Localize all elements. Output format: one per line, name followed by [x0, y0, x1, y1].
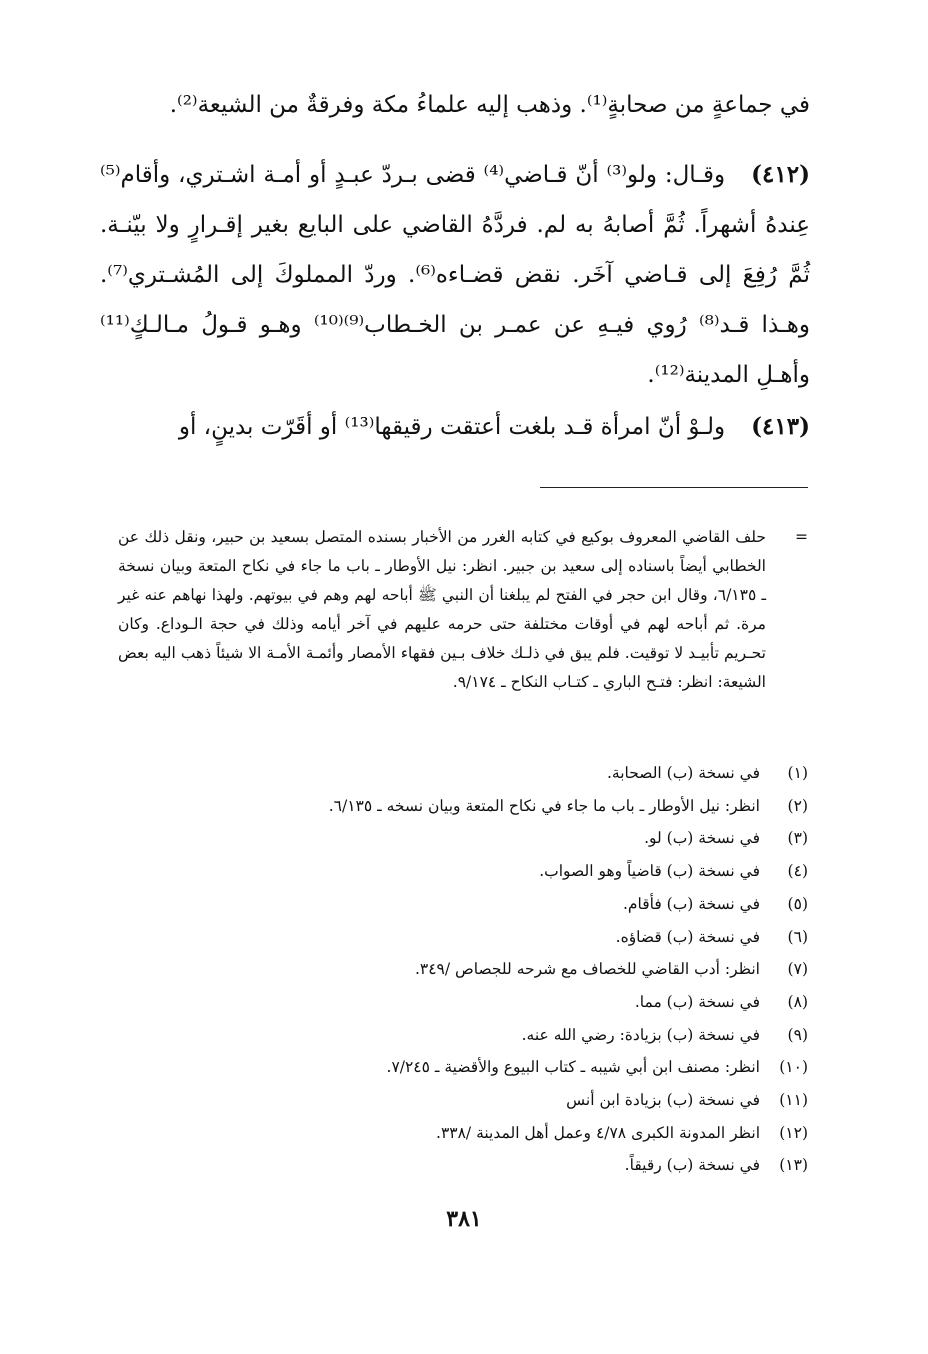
footnote-item: [118, 1051, 808, 1084]
footnote-number: (١٢): [779, 1123, 808, 1142]
footnote-number: (٧): [787, 960, 808, 979]
footnote-item: [118, 790, 808, 823]
footnote-number: (١): [787, 764, 808, 782]
footnote-number: (٢): [787, 796, 808, 815]
footnote-number: (١١): [779, 1091, 808, 1110]
paragraph-text: وقـال: ولو⁽³⁾ أنّ قـاضي⁽⁴⁾ قضى بـردّ عبـدٍ أو أمـة اشـتري، وأقام⁽⁵⁾ عِندهُ أشهراً. ثُمَّ أصابهُ به لم. فردَّهُ القاضي على البايع بغير إقـرارٍ ولا بيّنـة. ثُمَّ رُفِعَ إلى قـاضي آخَر. نقض قضـاءه⁽⁶⁾. وردّ المملوكَ إلى المُشـتري⁽⁷⁾. وهـذا قـد⁽⁸⁾ رُوي فيـهِ عن عمـر بن الخـطاب⁽⁹⁾⁽¹⁰⁾ وهـو قـولُ مـالـكٍ⁽¹¹⁾ وأهـلِ المدينة⁽¹²⁾.: [100, 162, 810, 388]
footnote-text: في نسخة (ب) فأقام.: [622, 894, 760, 913]
paragraph-text: ولـوْ أنّ امرأة قـد بلغت أعتقت رقيقها⁽¹³⁾ أو أقَرّت بدينٍ، أو: [178, 414, 726, 440]
continuation-mark: =: [795, 528, 808, 546]
footnote-item: [118, 1084, 808, 1117]
footnote-text: انظر: مصنف ابن أبي شيبه ـ كتاب البيوع والأقضية ـ ٧/٢٤٥.: [386, 1058, 760, 1077]
footnote-item: [118, 757, 808, 790]
footnote-text: في نسخة (ب) رقيقاً.: [624, 1156, 760, 1175]
footnote-number: (٩): [787, 1025, 808, 1044]
footnote-item: [118, 986, 808, 1019]
footnotes-list: [118, 757, 808, 1182]
footnote-item: [118, 953, 808, 986]
footnote-number: (٣): [787, 829, 808, 848]
footnote-number: (٨): [787, 992, 808, 1011]
page-number: ٣٨١: [446, 1206, 482, 1232]
footnote-separator: [540, 487, 808, 488]
paragraph-number: (٤١٣): [751, 413, 810, 440]
paragraph-412: [100, 150, 810, 400]
footnote-text: في نسخة (ب) الصحابة.: [606, 764, 760, 782]
footnote-text: في نسخة (ب) قضاؤه.: [615, 927, 760, 946]
footnote-text: في نسخة (ب) بزيادة: رضي الله عنه.: [521, 1025, 760, 1044]
body-paragraph-continued: في جماعةٍ من صحابةٍ⁽¹⁾. وذهب إليه علماءُ مكة وفرقةٌ من الشيعة⁽²⁾.: [169, 92, 810, 118]
footnote-number: (١٠): [779, 1058, 808, 1077]
footnote-number: (٥): [787, 894, 808, 913]
footnote-item: [118, 855, 808, 888]
footnote-text: انظر: أدب القاضي للخصاف مع شرحه للجصاص /٣٤٩.: [414, 960, 760, 979]
footnote-continuation: [118, 523, 808, 697]
footnote-number: (٤): [787, 862, 808, 881]
footnote-continuation-text: حلف القاضي المعروف بوكيع في كتابه الغرر من الأخبار بسنده المتصل بسعيد بن حبير، ونقل ذلك عن الخطابي أيضاً باسناده إلى سعيد بن جبير. انظر: نيل الأوطار ـ باب ما جاء في نكاح المتعة وبيان نسخة ـ ٦/١٣٥، وقال ابن حجر في الفتح لم يبلغنا أن النبي ﷺ أباحه لهم وهم في بيوتهم. ولهذا نهاهم عنه غير مرة. ثم أباحه لهم في أوقات مختلفة حتى حرمه عليهم في آخر أيامه وذلك في حجة الـوداع. وكان تحـريم تأبيـد لا توقيت. فلم يبق في ذلـك خلاف بـين فقهاء الأمصار وأئمـة الأمـة الا شيئاً ذهب اليه بعض الشيعة: انظر: فتـح الباري ـ كتـاب النكاح ـ ٩/١٧٤.: [118, 528, 766, 691]
footnote-item: [118, 1117, 808, 1150]
footnote-item: [118, 822, 808, 855]
footnote-text: في نسخة (ب) قاضياً وهو الصواب.: [539, 862, 760, 881]
paragraph-413: [100, 402, 810, 452]
footnote-text: انظر المدونة الكبرى ٤/٧٨ وعمل أهل المدينة /٣٣٨.: [436, 1123, 760, 1142]
footnote-item: [118, 1019, 808, 1052]
footnote-number: (٦): [787, 927, 808, 946]
footnote-text: انظر: نيل الأوطار ـ باب ما جاء في نكاح المتعة وبيان نسخه ـ ٦/١٣٥.: [328, 796, 760, 815]
footnote-text: في نسخة (ب) مما.: [634, 992, 760, 1011]
footnote-item: [118, 888, 808, 921]
footnote-item: [118, 921, 808, 954]
footnote-number: (١٣): [779, 1156, 808, 1175]
footnote-item: [118, 1149, 808, 1182]
footnote-text: في نسخة (ب) لو.: [644, 829, 760, 848]
footnote-text: في نسخة (ب) بزيادة ابن أنس: [566, 1091, 760, 1110]
paragraph-number: (٤١٢): [751, 161, 810, 188]
